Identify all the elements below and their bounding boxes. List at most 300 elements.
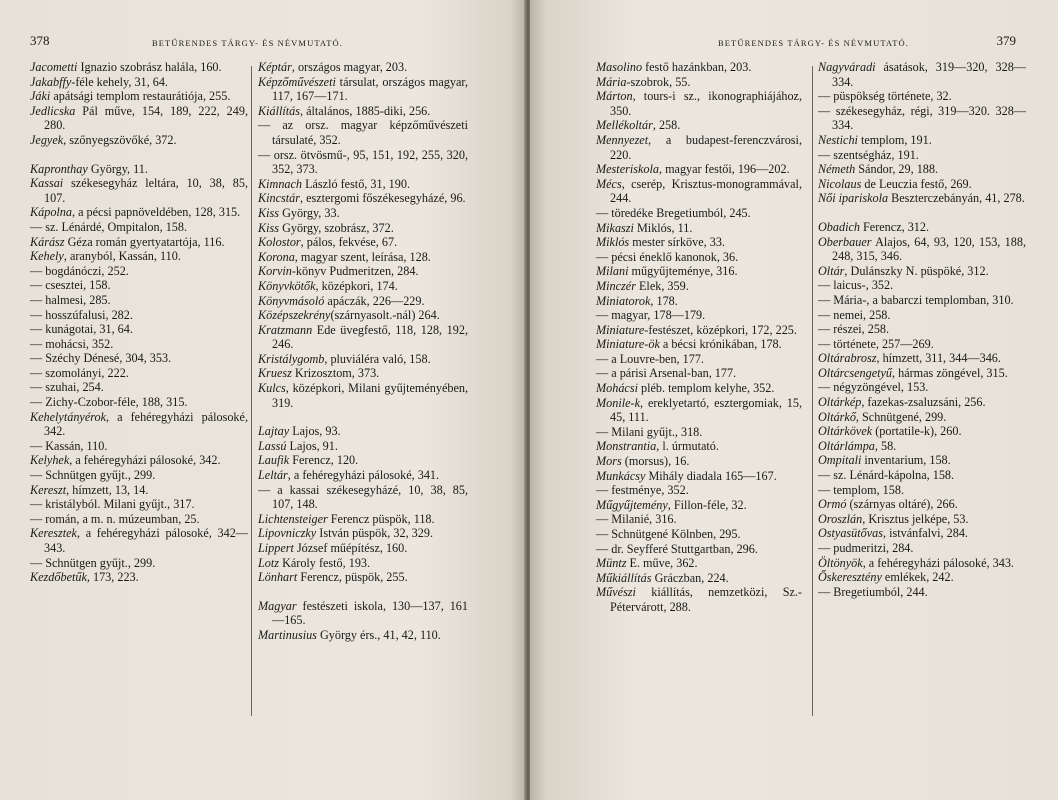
index-entry: [596, 235, 802, 250]
index-entry: [596, 221, 802, 236]
index-entry: [818, 104, 1026, 133]
entry-headword: Oltárlámpa: [818, 438, 875, 453]
entry-headword: Ormó: [818, 497, 847, 512]
entry-text: Sándor, 29, 188.: [855, 162, 939, 177]
entry-headword: Obadich: [818, 219, 860, 234]
entry-text: , pluviáléra való, 158.: [324, 351, 431, 366]
entry-text: , 258.: [652, 118, 681, 133]
entry-text: -festészet, középkori, 172, 225.: [644, 322, 797, 337]
entry-headword: Kassai: [30, 176, 64, 191]
entry-text: , magyar szent, leírása, 128.: [294, 249, 431, 264]
index-entry: [596, 425, 802, 440]
running-head: BETŰRENDES TÁRGY- ÉS NÉVMUTATÓ.: [152, 38, 343, 48]
entry-text: , a pécsi papnöveldében, 128, 315.: [71, 205, 241, 220]
entry-text: , 173, 223.: [86, 570, 139, 585]
entry-headword: Leltár: [258, 468, 288, 483]
entry-text: Ferencz, 312.: [859, 219, 930, 234]
entry-text: (portatile-k), 260.: [872, 424, 962, 439]
index-entry: [818, 220, 1026, 235]
entry-headword: Mécs: [596, 176, 622, 191]
index-entry: [30, 89, 248, 104]
index-entry: [596, 89, 802, 118]
entry-text: , a fehéregyházi pálosoké, 343.: [862, 555, 1014, 570]
entry-text: — története, 257—269.: [818, 336, 934, 351]
entry-text: , 58.: [874, 438, 897, 453]
entry-text: pléb. templom kelyhe, 352.: [637, 381, 775, 396]
index-entry: [818, 380, 1026, 395]
entry-headword: Kiss: [258, 205, 280, 220]
index-entry: [818, 483, 1026, 498]
entry-text: , szőnyegszövőké, 372.: [63, 132, 177, 147]
index-entry: [30, 249, 248, 264]
entry-headword: Kapronthay: [30, 161, 88, 176]
index-entry: [818, 89, 1026, 104]
entry-headword: Oltár: [818, 263, 845, 278]
entry-text: , aranyból, Kassán, 110.: [63, 249, 181, 264]
index-entry: [818, 293, 1026, 308]
entry-headword: Lajtay: [258, 424, 290, 439]
entry-text: — Schnütgené Kölnben, 295.: [596, 527, 741, 541]
index-entry: [30, 205, 248, 220]
index-entry: [258, 526, 468, 541]
entry-headword: Kincstár: [258, 191, 300, 206]
entry-headword: Martinusius: [258, 627, 317, 642]
entry-headword: Miklós: [596, 235, 630, 250]
entry-text: (szárnyasolt.-nál) 264.: [330, 308, 440, 323]
entry-text: emlékek, 242.: [881, 570, 954, 585]
entry-text: Ferencz püspök, 118.: [327, 511, 435, 526]
index-entry: [258, 570, 468, 585]
index-entry: [258, 60, 468, 75]
index-entry: [596, 498, 802, 513]
index-entry: [258, 206, 468, 221]
index-entry: [596, 60, 802, 75]
entry-headword: Milani: [596, 264, 629, 279]
entry-text: — a kassai székesegyházé, 10, 38, 85, 107, 148.: [258, 482, 468, 512]
entry-text: festészeti iskola, 130—137, 161—165.: [272, 598, 468, 628]
entry-headword: Mellékoltár: [596, 118, 653, 133]
index-entry: [30, 162, 248, 177]
entry-headword: Jacometti: [30, 60, 78, 74]
index-entry: [30, 235, 248, 250]
index-entry: [596, 366, 802, 381]
index-entry: [258, 541, 468, 556]
entry-headword: Képtár: [258, 60, 292, 74]
entry-text: — székesegyház, régi, 319—320. 328—334.: [818, 103, 1026, 133]
index-entry: [596, 162, 802, 177]
entry-text: apáczák, 226—229.: [324, 293, 425, 308]
entry-text: — Milani gyűjt., 318.: [596, 424, 703, 439]
entry-text: — Zichy-Czobor-féle, 188, 315.: [30, 395, 188, 410]
index-entry: [818, 570, 1026, 585]
index-column: [818, 60, 1026, 599]
entry-headword: Ostyasütővas: [818, 526, 883, 541]
entry-headword: Oltárcsengetyű: [818, 365, 893, 380]
entry-headword: Műgyűjtemény: [596, 497, 668, 512]
entry-text: templom, 191.: [857, 132, 932, 147]
index-entry: [258, 424, 468, 439]
index-entry: [30, 380, 248, 395]
index-entry: [818, 585, 1026, 600]
entry-headword: Miniature-ök: [596, 337, 660, 352]
entry-text: , hímzett, 311, 344—346.: [876, 351, 1001, 366]
index-entry: [596, 264, 802, 279]
index-entry: [818, 497, 1026, 512]
entry-headword: Kehely: [30, 249, 64, 264]
entry-headword: Németh: [818, 162, 856, 177]
entry-text: — magyar, 178—179.: [596, 308, 706, 323]
entry-headword: Jáki: [30, 89, 51, 104]
entry-text: — Schnütgen gyűjt., 299.: [30, 555, 156, 570]
index-entry: [596, 294, 802, 309]
index-entry: [818, 410, 1026, 425]
index-entry: [596, 177, 802, 206]
entry-text: , a fehéregyházi pálosoké, 342.: [44, 409, 248, 439]
entry-text: — nemei, 258.: [818, 307, 891, 322]
entry-text: társulat, országos magyar, 117, 167—171.: [272, 74, 468, 104]
entry-text: — püspökség története, 32.: [818, 89, 952, 104]
index-entry: [30, 556, 248, 571]
entry-headword: Mennyezet: [596, 132, 649, 147]
index-entry: [818, 308, 1026, 323]
entry-text: , hármas zöngével, 315.: [892, 365, 1008, 380]
entry-text: — a Louvre-ben, 177.: [596, 351, 704, 366]
index-entry: [818, 468, 1026, 483]
entry-text: festő hazánkban, 203.: [642, 60, 752, 74]
entry-headword: Középszekrény: [258, 308, 331, 323]
index-entry: [30, 526, 248, 555]
index-column: [30, 60, 248, 585]
index-entry: [258, 381, 468, 410]
index-entry: [258, 250, 468, 265]
entry-headword: Müntz: [596, 556, 627, 571]
index-entry: [596, 396, 802, 425]
entry-text: — kunágotai, 31, 64.: [30, 322, 133, 337]
index-entry: [596, 118, 802, 133]
entry-headword: Lippert: [258, 541, 294, 555]
entry-text: — Milanié, 316.: [596, 512, 677, 527]
entry-headword: Lotz: [258, 555, 280, 570]
index-entry: [258, 512, 468, 527]
entry-headword: Jakabffy: [30, 74, 72, 89]
left-page: [0, 0, 526, 800]
index-entry: [30, 366, 248, 381]
index-entry: [258, 439, 468, 454]
entry-headword: Kezdőbetűk: [30, 570, 87, 585]
index-entry: [596, 527, 802, 542]
index-entry: [30, 453, 248, 468]
index-entry: [596, 556, 802, 571]
entry-headword: Kimnach: [258, 176, 303, 191]
index-column: [596, 60, 802, 615]
index-entry: [818, 541, 1026, 556]
entry-text: — Széchy Dénesé, 304, 353.: [30, 351, 172, 366]
index-entry: [30, 264, 248, 279]
entry-headword: Lipovniczky: [258, 526, 317, 541]
entry-headword: Mária: [596, 74, 627, 89]
index-entry: [258, 118, 468, 147]
index-entry: [818, 453, 1026, 468]
entry-headword: Masolino: [596, 60, 643, 74]
index-entry: [30, 60, 248, 75]
index-entry: [258, 104, 468, 119]
index-entry: [258, 148, 468, 177]
column-rule: [812, 66, 813, 716]
index-entry: [258, 352, 468, 367]
index-entry: [258, 308, 468, 323]
entry-text: — részei, 258.: [818, 322, 890, 337]
entry-text: Pál műve, 154, 189, 222, 249, 280.: [44, 103, 248, 133]
entry-text: — dr. Seyfferé Stuttgartban, 296.: [596, 541, 758, 556]
entry-text: , hímzett, 13, 14.: [66, 482, 149, 497]
entry-text: — bogdánóczi, 252.: [30, 263, 129, 278]
index-entry: [258, 628, 468, 643]
entry-text: -féle kehely, 31, 64.: [71, 74, 168, 89]
entry-text: , Fillon-féle, 32.: [667, 497, 747, 512]
entry-headword: Kárász: [30, 234, 65, 249]
entry-text: (morsus), 16.: [621, 454, 690, 469]
index-entry: [30, 337, 248, 352]
entry-text: — az orsz. magyar képzőművészeti társulaté, 352.: [258, 118, 468, 147]
index-entry: [30, 308, 248, 323]
entry-text: — csesztei, 158.: [30, 278, 111, 293]
entry-text: , cserép, Krisztus-monogrammával, 244.: [610, 176, 802, 206]
section-gap: [258, 410, 468, 424]
entry-text: , a fehéregyházi pálosoké, 341.: [287, 468, 440, 483]
index-entry: [258, 294, 468, 309]
entry-headword: Ompitali: [818, 453, 862, 468]
index-entry: [30, 497, 248, 512]
entry-text: — laicus-, 352.: [818, 278, 894, 293]
entry-headword: Minczér: [596, 278, 636, 293]
entry-headword: Képzőművészeti: [258, 74, 336, 89]
index-entry: [30, 133, 248, 148]
entry-text: Alajos, 64, 93, 120, 153, 188, 248, 315, 346.: [832, 234, 1026, 264]
entry-headword: Jegyek: [30, 132, 64, 147]
index-entry: [818, 526, 1026, 541]
index-entry: [818, 351, 1026, 366]
entry-text: — töredéke Bregetiumból, 245.: [596, 205, 751, 220]
running-head: BETŰRENDES TÁRGY- ÉS NÉVMUTATÓ.: [718, 38, 909, 48]
index-entry: [596, 352, 802, 367]
index-entry: [258, 177, 468, 192]
entry-text: — mohácsi, 352.: [30, 336, 114, 351]
entry-text: István püspök, 32, 329.: [316, 526, 434, 541]
right-page: [530, 0, 1058, 800]
entry-text: Mihály diadala 165—167.: [645, 468, 777, 483]
entry-text: Elek, 359.: [635, 278, 689, 293]
index-entry: [596, 439, 802, 454]
entry-headword: Oltárabrosz: [818, 351, 877, 366]
entry-text: Miklós, 11.: [633, 220, 693, 235]
entry-text: -szobrok, 55.: [626, 74, 691, 89]
entry-text: — Kassán, 110.: [30, 438, 108, 453]
entry-text: — négyzöngével, 153.: [818, 380, 929, 395]
index-entry: [30, 439, 248, 454]
index-entry: [818, 133, 1026, 148]
index-entry: [258, 191, 468, 206]
index-entry: [818, 439, 1026, 454]
entry-text: László festő, 31, 190.: [302, 176, 410, 191]
entry-text: , istvánfalvi, 284.: [883, 526, 968, 541]
index-column: [258, 60, 468, 643]
entry-headword: Kiss: [258, 220, 280, 235]
entry-text: , 178.: [650, 293, 678, 308]
page-number: 378: [30, 33, 50, 48]
entry-headword: Kolostor: [258, 235, 301, 250]
index-entry: [30, 322, 248, 337]
entry-headword: Őskeresztény: [818, 570, 882, 585]
index-entry: [30, 570, 248, 585]
entry-headword: Lichtensteiger: [258, 511, 328, 526]
index-entry: [30, 395, 248, 410]
index-entry: [30, 278, 248, 293]
index-entry: [596, 381, 802, 396]
entry-text: — szomolányi, 222.: [30, 365, 129, 380]
entry-text: , általános, 1885-diki, 256.: [300, 103, 431, 118]
index-entry: [818, 264, 1026, 279]
index-entry: [258, 366, 468, 381]
entry-text: — Bregetiumból, 244.: [818, 584, 928, 599]
index-entry: [818, 322, 1026, 337]
index-entry: [818, 235, 1026, 264]
entry-headword: Kápolna: [30, 205, 72, 220]
entry-headword: Oltárkép: [818, 395, 862, 410]
index-entry: [596, 585, 802, 614]
entry-text: — szentségház, 191.: [818, 147, 919, 162]
index-entry: [30, 293, 248, 308]
entry-headword: Korvin: [258, 264, 292, 279]
entry-text: , esztergomi főszékesegyházé, 96.: [299, 191, 466, 206]
entry-text: Gráczban, 224.: [651, 570, 729, 585]
entry-text: Ferencz, 120.: [289, 453, 359, 468]
index-entry: [818, 556, 1026, 571]
section-gap: [30, 148, 248, 162]
entry-headword: Művészi: [596, 585, 636, 600]
entry-text: Ede üvegfestő, 118, 128, 192, 246.: [272, 322, 468, 352]
entry-headword: Márton: [596, 89, 633, 104]
entry-headword: Kehelytányérok: [30, 409, 107, 424]
index-entry: [30, 512, 248, 527]
entry-headword: Kristálygomb: [258, 351, 325, 366]
entry-text: — pécsi éneklő kanonok, 36.: [596, 249, 739, 264]
index-entry: [818, 424, 1026, 439]
entry-text: műgyűjteménye, 316.: [628, 264, 738, 279]
entry-headword: Kereszt: [30, 482, 67, 497]
entry-headword: Kratzmann: [258, 322, 313, 337]
entry-headword: Lassú: [258, 438, 287, 453]
index-entry: [818, 177, 1026, 192]
index-entry: [596, 206, 802, 221]
entry-headword: Kelyhek: [30, 453, 70, 468]
entry-text: — a párisi Arsenal-ban, 177.: [596, 366, 737, 381]
index-entry: [596, 75, 802, 90]
entry-text: székesegyház leltára, 10, 38, 85, 107.: [44, 176, 248, 205]
entry-headword: Oberbauer: [818, 234, 872, 249]
entry-text: — halmesi, 285.: [30, 292, 111, 307]
entry-text: — pudmeritzi, 284.: [818, 541, 914, 555]
entry-headword: Nagyváradi: [818, 60, 876, 74]
entry-headword: Mors: [596, 454, 622, 469]
entry-text: — Mária-, a babarczi templomban, 310.: [818, 292, 1014, 307]
entry-headword: Miniature: [596, 322, 645, 337]
entry-headword: Öltönyök: [818, 555, 863, 570]
entry-headword: Keresztek: [30, 526, 77, 541]
entry-text: — román, a m. n. múzeumban, 25.: [30, 511, 200, 526]
entry-headword: Oltárkövek: [818, 424, 873, 439]
section-gap: [818, 206, 1026, 220]
index-entry: [258, 279, 468, 294]
column-rule: [251, 66, 252, 716]
entry-headword: Kruesz: [258, 366, 292, 381]
entry-headword: Mohácsi: [596, 381, 638, 396]
entry-text: József műépítész, 160.: [293, 541, 408, 555]
index-entry: [258, 468, 468, 483]
index-entry: [30, 75, 248, 90]
entry-text: Ferencz, püspök, 255.: [297, 570, 408, 585]
entry-headword: Kulcs: [258, 381, 286, 396]
entry-headword: Nestichi: [818, 132, 858, 147]
index-entry: [596, 469, 802, 484]
index-entry: [818, 395, 1026, 410]
entry-headword: Laufik: [258, 453, 290, 468]
entry-headword: Magyar: [258, 598, 297, 613]
entry-text: , Schnütgené, 299.: [855, 409, 947, 424]
entry-text: mester sírköve, 33.: [629, 235, 725, 250]
index-entry: [818, 162, 1026, 177]
page-number: 379: [996, 33, 1016, 48]
entry-text: , fazekas-zsaluzsáni, 256.: [861, 395, 986, 410]
entry-headword: Kiállítás: [258, 103, 300, 118]
entry-text: Lajos, 93.: [289, 424, 341, 439]
index-entry: [818, 278, 1026, 293]
entry-text: -könyv Pudmeritzen, 284.: [291, 264, 419, 279]
entry-headword: Mikaszi: [596, 220, 634, 235]
entry-headword: Lönhart: [258, 570, 298, 585]
index-entry: [30, 410, 248, 439]
index-entry: [596, 483, 802, 498]
entry-text: György, 33.: [279, 205, 340, 220]
index-entry: [30, 351, 248, 366]
entry-text: apátsági templom restaurátiója, 255.: [50, 89, 231, 104]
entry-text: , pálos, fekvése, 67.: [300, 235, 398, 250]
entry-text: György, 11.: [87, 161, 148, 176]
entry-headword: Monstrantia: [596, 439, 657, 454]
entry-text: — sz. Lénárdé, Ompitalon, 158.: [30, 219, 188, 234]
entry-text: Károly festő, 193.: [279, 555, 371, 570]
entry-text: György, szobrász, 372.: [279, 220, 394, 235]
index-entry: [596, 337, 802, 352]
entry-text: Lajos, 91.: [286, 438, 338, 453]
entry-text: ásatások, 319—320, 328—334.: [832, 60, 1026, 89]
entry-headword: Nicolaus: [818, 176, 862, 191]
index-entry: [818, 337, 1026, 352]
entry-text: a bécsi krónikában, 178.: [659, 337, 782, 352]
index-entry: [818, 512, 1026, 527]
entry-text: , Krisztus jelképe, 53.: [862, 511, 969, 526]
index-entry: [596, 250, 802, 265]
entry-text: — sz. Lénárd-kápolna, 158.: [818, 468, 955, 483]
entry-text: , a fehéregyházi pálosoké, 342.: [69, 453, 221, 468]
index-entry: [30, 220, 248, 235]
index-entry: [596, 279, 802, 294]
entry-text: , magyar festői, 196—202.: [658, 162, 790, 177]
index-entry: [818, 191, 1026, 206]
index-entry: [596, 542, 802, 557]
entry-text: , tours-i sz., ikonographiájához, 350.: [610, 89, 802, 118]
entry-text: — orsz. ötvösmű-, 95, 151, 192, 255, 320, 352, 373.: [258, 147, 468, 177]
entry-text: , ereklyetartó, esztergomiak, 15, 45, 111.: [610, 395, 802, 425]
